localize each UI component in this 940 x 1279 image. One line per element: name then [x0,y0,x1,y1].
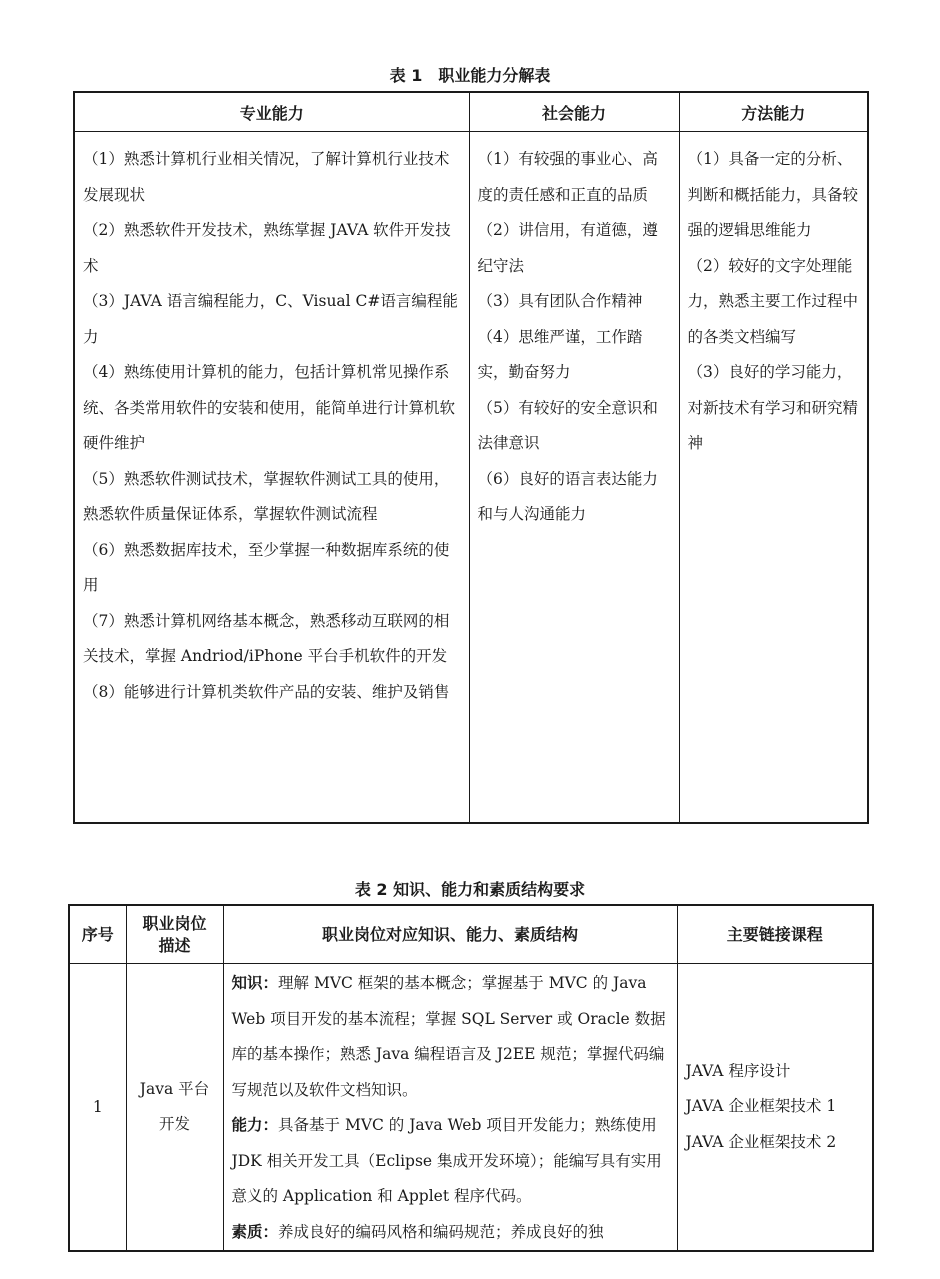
ability-paragraph [232,1108,671,1215]
social-item: （4）思维严谨，工作踏实，勤奋努力 [477,327,643,381]
header-professional: 专业能力 [74,92,469,132]
quality-paragraph [232,1215,671,1251]
ability-text: 具备基于 MVC 的 Java Web 项目开发能力；熟练使用 JDK 相关开发工具（Eclipse 集成开发环境）；能编写具有实用意义的 Application 和 Applet 程序代码。 [231,1116,662,1205]
course-item: JAVA 程序设计 [685,1061,791,1080]
social-item: （2）讲信用，有道德，遵纪守法 [477,221,658,275]
header-structure: 职业岗位对应知识、能力、素质结构 [223,905,677,964]
quality-text: 养成良好的编码风格和编码规范；养成良好的独 [278,1222,604,1241]
professional-item: （2）熟悉软件开发技术，熟练掌握 JAVA 软件开发技术 [83,221,451,275]
table1-header-row [74,92,868,132]
table-row [69,964,873,1252]
social-item: （5）有较好的安全意识和法律意识 [477,398,658,452]
header-seq: 序号 [69,905,126,964]
method-item: （1）具备一定的分析、判断和概括能力，具备较强的逻辑思维能力 [687,150,859,239]
row-seq: 1 [69,964,126,1252]
header-social: 社会能力 [469,92,679,132]
course-item: JAVA 企业框架技术 2 [685,1132,837,1151]
header-method: 方法能力 [679,92,868,132]
knowledge-label: 知识： [231,974,279,992]
method-cell [679,132,868,824]
professional-item: （4）熟练使用计算机的能力，包括计算机常见操作系统、各类常用软件的安装和使用，能简单进行计算机软硬件维护 [83,363,456,452]
knowledge-paragraph [232,966,671,1108]
knowledge-text: 理解 MVC 框架的基本概念；掌握基于 MVC 的 Java Web 项目开发的基本流程；掌握 SQL Server 或 Oracle 数据库的基本操作；熟悉 Java 编程语言及 J2EE 规范；掌握代码编写规范以及软件文档知识。 [231,974,666,1099]
table-knowledge-ability-quality [68,904,874,1252]
professional-item: （3）JAVA 语言编程能力，C、Visual C#语言编程能力 [83,292,458,346]
method-item: （2）较好的文字处理能力，熟悉主要工作过程中的各类文档编写 [687,256,859,346]
social-cell [469,132,679,824]
method-item: （3）良好的学习能力，对新技术有学习和研究精神 [687,363,859,452]
table-competency-breakdown [73,91,869,824]
professional-item: （5）熟悉软件测试技术，掌握软件测试工具的使用，熟悉软件质量保证体系，掌握软件测试流程 [83,469,450,523]
social-item: （1）有较强的事业心、高度的责任感和正直的品质 [477,150,658,204]
row-structure [223,964,677,1252]
table1-body-row [74,132,868,824]
professional-item: （7）熟悉计算机网络基本概念，熟悉移动互联网的相关技术，掌握 Andriod/iPhone 平台手机软件的开发 [83,611,450,665]
header-post: 职业岗位描述 [126,905,223,964]
row-post: Java 平台开发 [126,964,223,1252]
professional-item: （6）熟悉数据库技术，至少掌握一种数据库系统的使用 [83,540,450,594]
quality-label: 素质： [231,1222,279,1241]
professional-cell [74,132,469,824]
course-item: JAVA 企业框架技术 1 [685,1097,837,1116]
header-courses: 主要链接课程 [677,905,873,964]
table2-header-row [69,905,873,964]
row-courses [677,964,873,1252]
social-item: （6）良好的语言表达能力和与人沟通能力 [477,469,658,523]
table2-caption: 表 2 知识、能力和素质结构要求 [354,880,586,899]
table1-caption: 表 1 职业能力分解表 [389,66,551,85]
professional-item: （8）能够进行计算机类软件产品的安装、维护及销售 [83,682,450,701]
ability-label: 能力： [231,1116,279,1134]
social-item: （3）具有团队合作精神 [477,292,643,310]
professional-item: （1）熟悉计算机行业相关情况，了解计算机行业技术发展现状 [83,150,450,204]
